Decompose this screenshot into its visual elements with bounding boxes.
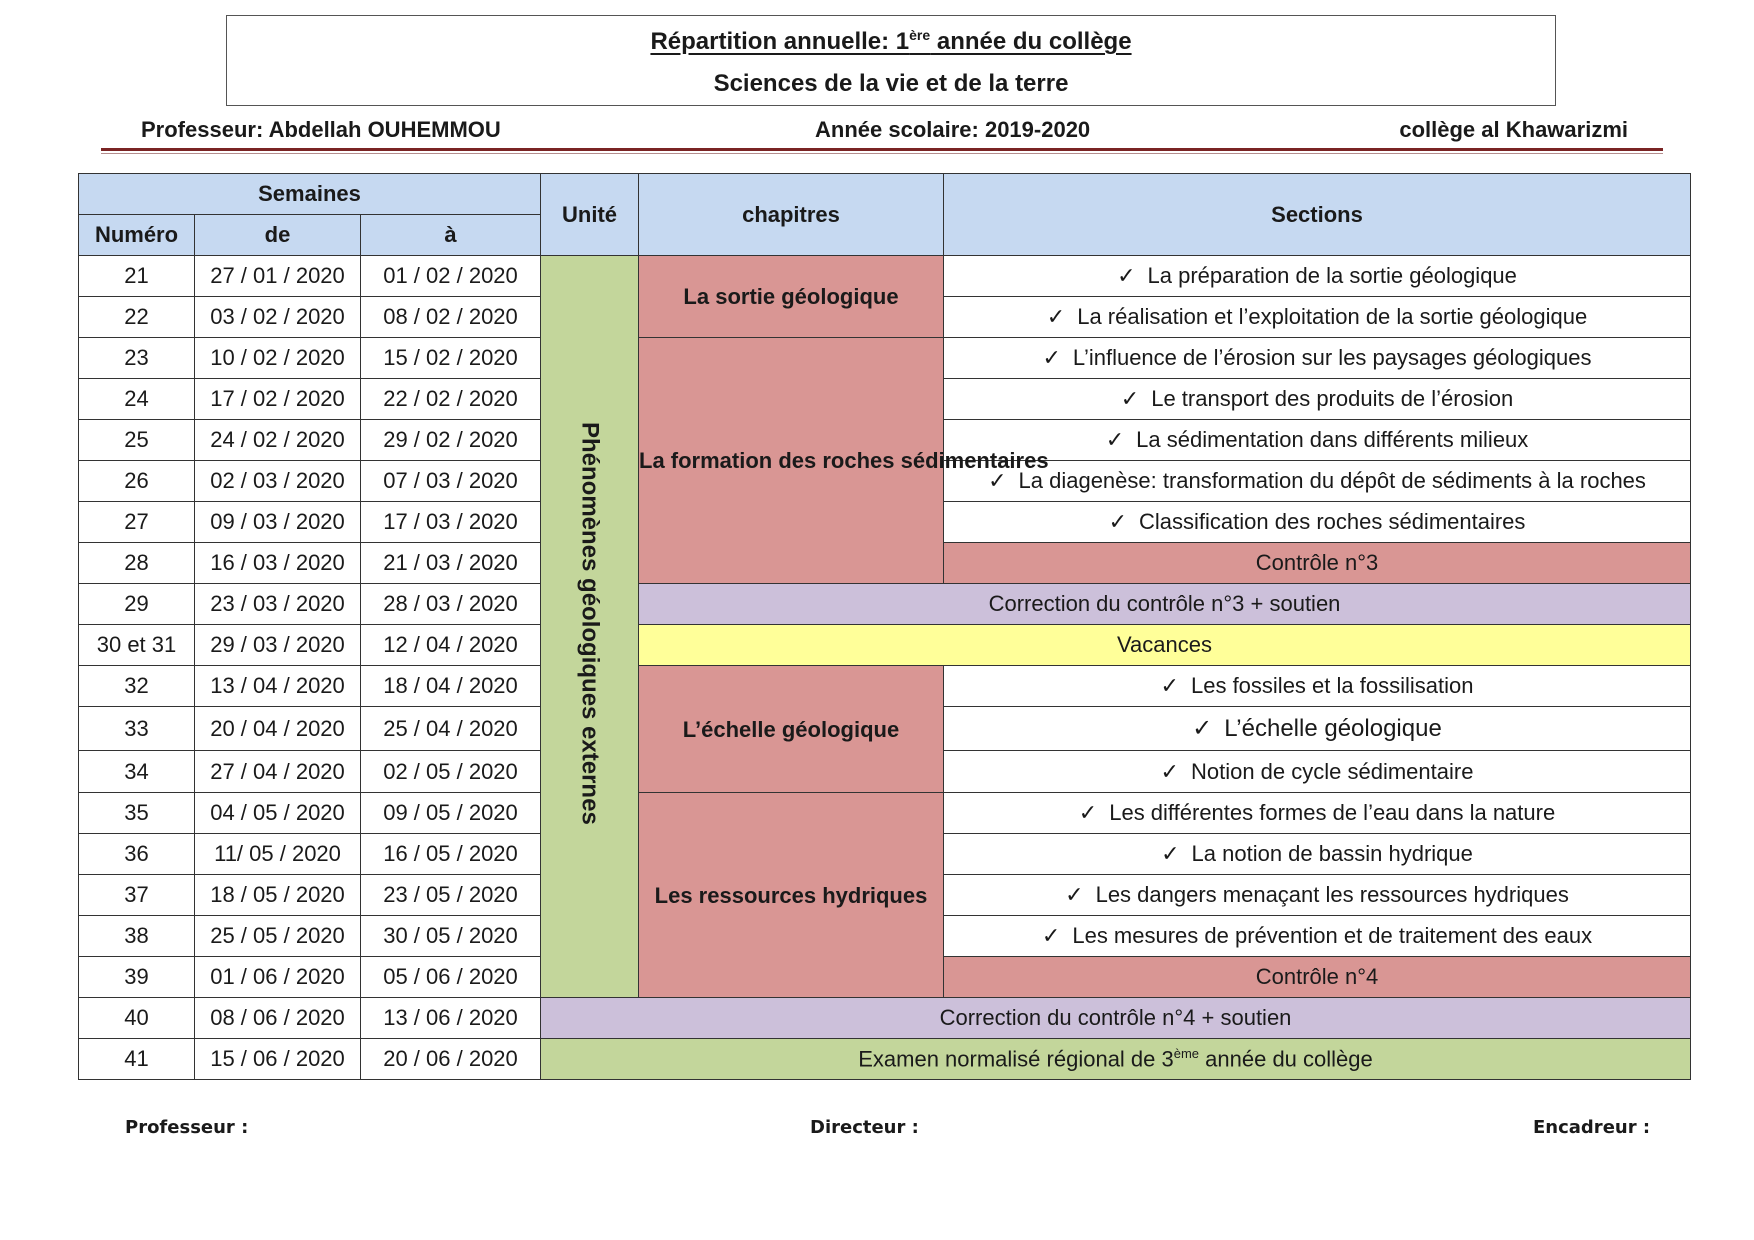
check-icon: ✓ bbox=[1161, 841, 1180, 866]
week-number: 32 bbox=[79, 666, 195, 707]
week-end: 20 / 06 / 2020 bbox=[361, 1039, 541, 1080]
week-start: 23 / 03 / 2020 bbox=[195, 584, 361, 625]
week-end: 30 / 05 / 2020 bbox=[361, 916, 541, 957]
week-number: 21 bbox=[79, 256, 195, 297]
vacances: Vacances bbox=[639, 625, 1691, 666]
week-start: 18 / 05 / 2020 bbox=[195, 875, 361, 916]
check-icon: ✓ bbox=[1046, 304, 1066, 329]
check-icon: ✓ bbox=[1160, 758, 1179, 784]
week-end: 23 / 05 / 2020 bbox=[361, 875, 541, 916]
section-cell: ✓ L’influence de l’érosion sur les paysages géologiques bbox=[944, 338, 1691, 379]
table-row bbox=[79, 256, 1691, 297]
check-icon: ✓ bbox=[1041, 923, 1061, 948]
week-start: 15 / 06 / 2020 bbox=[195, 1039, 361, 1080]
week-number: 27 bbox=[79, 502, 195, 543]
header-de: de bbox=[195, 215, 361, 256]
week-start: 27 / 01 / 2020 bbox=[195, 256, 361, 297]
school-year: Année scolaire: 2019-2020 bbox=[815, 117, 1091, 142]
week-start: 27 / 04 / 2020 bbox=[195, 751, 361, 793]
week-start: 29 / 03 / 2020 bbox=[195, 625, 361, 666]
chapter-roches: La formation des roches sédimentaires bbox=[639, 338, 944, 584]
week-start: 11/ 05 / 2020 bbox=[195, 834, 361, 875]
section-cell: ✓ Classification des roches sédimentaires bbox=[944, 502, 1691, 543]
week-end: 29 / 02 / 2020 bbox=[361, 420, 541, 461]
week-end: 12 / 04 / 2020 bbox=[361, 625, 541, 666]
week-end: 05 / 06 / 2020 bbox=[361, 957, 541, 998]
week-end: 25 / 04 / 2020 bbox=[361, 707, 541, 751]
controle-3: Contrôle n°3 bbox=[944, 543, 1691, 584]
section-cell: ✓ Les mesures de prévention et de traitement des eaux bbox=[944, 916, 1691, 957]
week-number: 22 bbox=[79, 297, 195, 338]
planning-table bbox=[78, 173, 1691, 1080]
week-end: 17 / 03 / 2020 bbox=[361, 502, 541, 543]
signature-encadreur: Encadreur : bbox=[1533, 1117, 1651, 1138]
section-cell: ✓ Les dangers menaçant les ressources hydriques bbox=[944, 875, 1691, 916]
professor-name: Professeur: Abdellah OUHEMMOU bbox=[141, 117, 501, 142]
check-icon: ✓ bbox=[1192, 715, 1213, 742]
week-start: 20 / 04 / 2020 bbox=[195, 707, 361, 751]
section-cell: ✓ Le transport des produits de l’érosion bbox=[944, 379, 1691, 420]
week-start: 08 / 06 / 2020 bbox=[195, 998, 361, 1039]
week-end: 13 / 06 / 2020 bbox=[361, 998, 541, 1039]
correction-4: Correction du contrôle n°4 + soutien bbox=[541, 998, 1691, 1039]
week-number: 38 bbox=[79, 916, 195, 957]
check-icon: ✓ bbox=[1078, 800, 1098, 825]
week-start: 04 / 05 / 2020 bbox=[195, 793, 361, 834]
week-number: 30 et 31 bbox=[79, 625, 195, 666]
table-row bbox=[79, 584, 1691, 625]
week-start: 17 / 02 / 2020 bbox=[195, 379, 361, 420]
header-unite: Unité bbox=[541, 174, 639, 256]
chapter-sortie: La sortie géologique bbox=[639, 256, 944, 338]
signature-directeur: Directeur : bbox=[810, 1117, 919, 1138]
week-number: 35 bbox=[79, 793, 195, 834]
week-end: 22 / 02 / 2020 bbox=[361, 379, 541, 420]
title-box bbox=[226, 15, 1556, 106]
header-divider bbox=[101, 148, 1663, 151]
section-cell: ✓ Les différentes formes de l’eau dans la nature bbox=[944, 793, 1691, 834]
week-start: 24 / 02 / 2020 bbox=[195, 420, 361, 461]
week-end: 02 / 05 / 2020 bbox=[361, 751, 541, 793]
page-title: Répartition annuelle: 1ère année du collège bbox=[650, 27, 1132, 55]
section-cell: ✓ La réalisation et l’exploitation de la sortie géologique bbox=[944, 297, 1691, 338]
week-end: 01 / 02 / 2020 bbox=[361, 256, 541, 297]
section-cell: ✓ La sédimentation dans différents milieux bbox=[944, 420, 1691, 461]
unit-cell bbox=[541, 256, 639, 998]
check-icon: ✓ bbox=[1108, 509, 1128, 534]
week-start: 09 / 03 / 2020 bbox=[195, 502, 361, 543]
week-end: 28 / 03 / 2020 bbox=[361, 584, 541, 625]
week-start: 16 / 03 / 2020 bbox=[195, 543, 361, 584]
week-number: 37 bbox=[79, 875, 195, 916]
week-start: 25 / 05 / 2020 bbox=[195, 916, 361, 957]
header-numero: Numéro bbox=[79, 215, 195, 256]
section-cell: ✓ La notion de bassin hydrique bbox=[944, 834, 1691, 875]
unit-name: Phénomènes géologiques externes bbox=[576, 422, 604, 825]
header-a: à bbox=[361, 215, 541, 256]
week-number: 23 bbox=[79, 338, 195, 379]
week-number: 33 bbox=[79, 707, 195, 751]
week-number: 29 bbox=[79, 584, 195, 625]
table-row bbox=[79, 625, 1691, 666]
week-end: 15 / 02 / 2020 bbox=[361, 338, 541, 379]
header-semaines: Semaines bbox=[79, 174, 541, 215]
week-end: 09 / 05 / 2020 bbox=[361, 793, 541, 834]
week-number: 34 bbox=[79, 751, 195, 793]
week-number: 39 bbox=[79, 957, 195, 998]
section-cell: ✓ La préparation de la sortie géologique bbox=[944, 256, 1691, 297]
header-divider-thin bbox=[101, 153, 1663, 154]
table-row bbox=[79, 666, 1691, 707]
check-icon: ✓ bbox=[988, 468, 1007, 493]
chapter-echelle: L’échelle géologique bbox=[639, 666, 944, 793]
check-icon: ✓ bbox=[1120, 386, 1140, 411]
check-icon: ✓ bbox=[1160, 673, 1179, 698]
examen-regional: Examen normalisé régional de 3ème année du collège bbox=[541, 1039, 1691, 1080]
week-end: 08 / 02 / 2020 bbox=[361, 297, 541, 338]
header-chapitres: chapitres bbox=[639, 174, 944, 256]
week-end: 07 / 03 / 2020 bbox=[361, 461, 541, 502]
table-header-row bbox=[79, 174, 1691, 215]
check-icon: ✓ bbox=[1105, 427, 1125, 452]
week-end: 16 / 05 / 2020 bbox=[361, 834, 541, 875]
controle-4: Contrôle n°4 bbox=[944, 957, 1691, 998]
week-start: 03 / 02 / 2020 bbox=[195, 297, 361, 338]
check-icon: ✓ bbox=[1042, 345, 1061, 370]
check-icon: ✓ bbox=[1117, 263, 1136, 288]
section-cell: ✓ Notion de cycle sédimentaire bbox=[944, 751, 1691, 793]
week-number: 24 bbox=[79, 379, 195, 420]
check-icon: ✓ bbox=[1065, 882, 1084, 907]
week-number: 41 bbox=[79, 1039, 195, 1080]
week-number: 26 bbox=[79, 461, 195, 502]
header-sections: Sections bbox=[944, 174, 1691, 256]
signature-professeur: Professeur : bbox=[125, 1117, 249, 1138]
week-number: 28 bbox=[79, 543, 195, 584]
page-subtitle: Sciences de la vie et de la terre bbox=[713, 70, 1069, 97]
week-start: 13 / 04 / 2020 bbox=[195, 666, 361, 707]
week-end: 21 / 03 / 2020 bbox=[361, 543, 541, 584]
week-number: 36 bbox=[79, 834, 195, 875]
chapter-ressources: Les ressources hydriques bbox=[639, 793, 944, 998]
week-end: 18 / 04 / 2020 bbox=[361, 666, 541, 707]
table-row bbox=[79, 338, 1691, 379]
correction-3: Correction du contrôle n°3 + soutien bbox=[639, 584, 1691, 625]
section-cell: ✓ L’échelle géologique bbox=[944, 707, 1691, 751]
table-row bbox=[79, 1039, 1691, 1080]
week-start: 02 / 03 / 2020 bbox=[195, 461, 361, 502]
week-start: 10 / 02 / 2020 bbox=[195, 338, 361, 379]
section-cell: ✓ Les fossiles et la fossilisation bbox=[944, 666, 1691, 707]
week-start: 01 / 06 / 2020 bbox=[195, 957, 361, 998]
week-number: 40 bbox=[79, 998, 195, 1039]
week-number: 25 bbox=[79, 420, 195, 461]
table-row bbox=[79, 998, 1691, 1039]
section-cell: ✓ La diagenèse: transformation du dépôt de sédiments à la roches bbox=[944, 461, 1691, 502]
table-row bbox=[79, 793, 1691, 834]
school-name: collège al Khawarizmi bbox=[1399, 117, 1628, 142]
